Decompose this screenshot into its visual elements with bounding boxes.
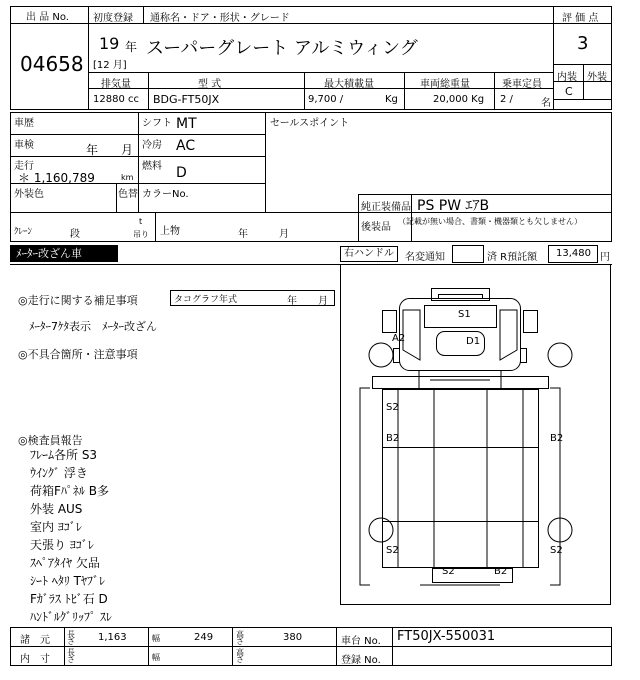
score-label: 評 価 点 [562, 13, 599, 24]
defects-title: ◎不具合箇所・注意事項 [18, 348, 138, 361]
shift: MT [176, 116, 197, 132]
crane-steps: 段 [70, 229, 80, 240]
inner-length-label: 長さ [67, 648, 75, 664]
inner-height-label: 高さ [236, 648, 244, 664]
gross-weight: 20,000 Kg [433, 94, 485, 105]
aftermarket-note: （記載が無い場合、書類・機器類とも欠しません） [398, 217, 582, 226]
max-load: 9,700 / [308, 94, 344, 105]
oem-equipment: PS PW ｴｱB [417, 198, 490, 214]
crane-ton-bottom: 吊り [133, 230, 149, 239]
chassis-label: 車台 No. [341, 636, 381, 647]
upper-month: 月 [279, 229, 289, 240]
max-load-unit: Kg [385, 94, 398, 105]
diagram-mark: B2 [550, 433, 564, 444]
width-label: 幅 [152, 634, 160, 643]
diagram-mark: S2 [386, 545, 399, 556]
lot-no: 04658 [20, 52, 84, 76]
inner-dims-label: 内 寸 [20, 654, 50, 665]
capacity-unit: 名 [541, 98, 551, 109]
crane-ton-top: t [139, 217, 143, 226]
diagram-mark: S2 [386, 402, 399, 413]
inspector-line: ｼｰﾄ ﾍﾀﾘ Tﾔﾌﾞﾚ [30, 574, 105, 588]
capacity-label: 乗車定員 [502, 79, 542, 90]
history-label: 車歴 [14, 118, 34, 129]
registration-month: [12 月] [93, 60, 127, 71]
displacement-label: 排気量 [101, 79, 131, 90]
crane-label: ｸﾚｰﾝ [14, 227, 33, 237]
meter-tampered-badge: ﾒｰﾀｰ改ざん車 [10, 245, 118, 262]
length-label: 長さ [67, 630, 75, 646]
inspection-month: 月 [121, 143, 134, 157]
inspection-label: 車検 [14, 140, 34, 151]
inspector-line: ﾌﾚｰﾑ各所 S3 [30, 448, 98, 462]
score: 3 [577, 33, 589, 54]
height: 380 [283, 632, 303, 643]
sales-point-label: セールスポイント [270, 118, 350, 129]
upper-year: 年 [238, 229, 248, 240]
displacement: 12880 cc [93, 94, 139, 105]
driving-notes-text: ﾒｰﾀｰ7ｹﾀ表示 ﾒｰﾀｰ改ざん [29, 320, 157, 333]
inspector-title: ◎検査員報告 [18, 434, 83, 447]
inspector-line: Fｶﾞﾗｽ ﾄﾋﾞ石 D [30, 592, 108, 606]
reg-no-label: 登録 No. [341, 655, 381, 666]
recycle-label: 済 R預託額 [487, 252, 538, 263]
inspector-line: ｳｲﾝｸﾞ 浮き [30, 466, 88, 480]
capacity: 2 / [500, 94, 513, 105]
oem-equipment-label: 純正装備品 [361, 202, 411, 213]
tacho-year: 年 [287, 296, 297, 307]
ac: AC [176, 138, 196, 154]
aftermarket-label: 後装品 [361, 222, 391, 233]
diagram-mark: B2 [494, 566, 508, 577]
model-label: 型 式 [198, 79, 222, 90]
height-label: 高さ [236, 630, 244, 646]
diagram-mark: A2 [392, 333, 406, 344]
exterior-label: 外装 [587, 72, 607, 83]
tacho-month: 月 [318, 296, 328, 307]
width: 249 [194, 632, 214, 643]
max-load-label: 最大積載量 [324, 79, 374, 90]
length: 1,163 [98, 632, 127, 643]
tacho-label: タコグラフ年式 [174, 295, 238, 305]
year-unit: 年 [125, 40, 138, 54]
gross-weight-label: 車両総重量 [420, 79, 470, 90]
inspector-line: 外装 AUS [30, 502, 83, 516]
inspector-line: ｽﾍﾟｱﾀｲﾔ 欠品 [30, 556, 100, 570]
fuel: D [176, 165, 187, 181]
ac-label: 冷房 [142, 140, 162, 151]
name-change-label: 名変通知 [405, 252, 445, 263]
recycle-unit: 円 [600, 252, 610, 263]
lot-no-label: 出 品 No. [26, 12, 69, 23]
interior-score: C [565, 85, 573, 98]
inner-width-label: 幅 [152, 653, 160, 662]
dims-label: 諸 元 [20, 635, 50, 646]
inspection-year: 年 [86, 143, 99, 157]
inspector-line: 室内 ﾖｺﾞﾚ [30, 520, 82, 534]
right-hand-drive: 右ハンドル [340, 246, 398, 262]
inspector-line: ﾊﾝﾄﾞﾙｸﾞﾘｯﾌﾟ ｽﾚ [30, 610, 112, 624]
fuel-label: 燃料 [142, 161, 162, 172]
color-code-label: カラーNo. [142, 189, 189, 200]
diagram-mark: B2 [386, 433, 400, 444]
interior-label: 内装 [557, 72, 577, 83]
color-change-label: 色替 [118, 189, 138, 200]
vehicle-name-label: 通称名・ドア・形状・グレード [150, 13, 290, 24]
inspector-line: 天張り ﾖｺﾞﾚ [30, 538, 94, 552]
diagram-mark: S2 [550, 545, 563, 556]
mileage: ＊ 1,160,789 [18, 171, 95, 185]
ext-color-label: 外装色 [14, 189, 44, 200]
first-registration-label: 初度登録 [93, 13, 133, 24]
mileage-unit: km [121, 173, 134, 182]
vehicle-name: スーパーグレート アルミウィング [146, 38, 418, 59]
chassis: FT50JX-550031 [397, 629, 496, 644]
diagram-mark: D1 [466, 336, 481, 347]
diagram-mark: S1 [458, 309, 471, 320]
inspector-line: 荷箱Fﾊﾟﾈﾙ B多 [30, 484, 109, 498]
mileage-label: 走行 [14, 161, 34, 172]
shift-label: シフト [142, 118, 172, 129]
upper-label: 上物 [160, 226, 180, 237]
diagram-mark: S2 [442, 566, 455, 577]
driving-notes-title: ◎走行に関する補足事項 [18, 294, 138, 307]
registration-year: 19 [99, 34, 120, 53]
model: BDG-FT50JX [153, 93, 220, 106]
recycle-amount: 13,480 [548, 245, 598, 263]
